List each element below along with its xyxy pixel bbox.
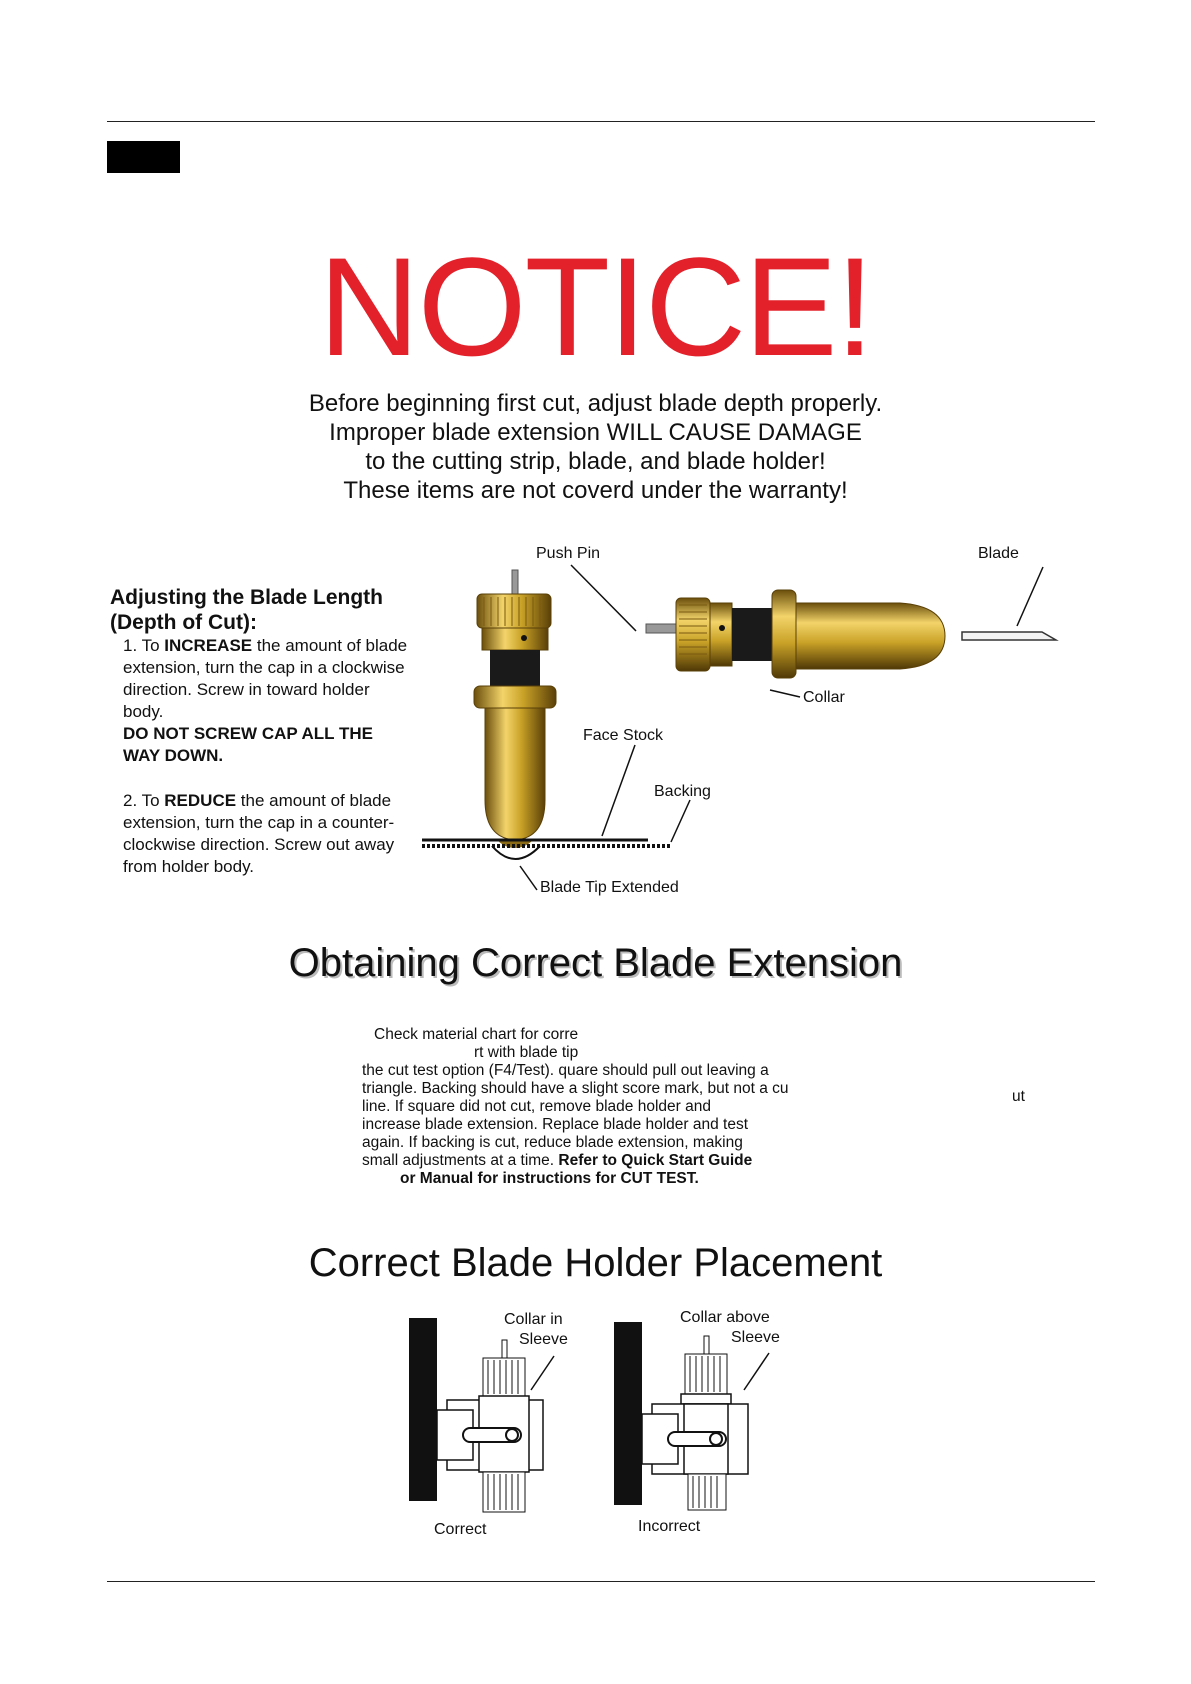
notice-line-2: Improper blade extension WILL CAUSE DAMAGE bbox=[329, 419, 862, 446]
label-backing: Backing bbox=[654, 783, 711, 800]
correct-collar-label: Collar in Sleeve bbox=[504, 1311, 568, 1348]
label-collar: Collar bbox=[803, 689, 845, 706]
adjusting-title-line-2: (Depth of Cut): bbox=[110, 611, 257, 634]
increase-keyword: INCREASE bbox=[164, 636, 253, 655]
correct-caption: Correct bbox=[434, 1521, 487, 1538]
obtaining-line-3: the cut test option (F4/Test). quare should pull out leaving a bbox=[362, 1062, 769, 1079]
incorrect-caption: Incorrect bbox=[638, 1518, 701, 1535]
label-face-stock: Face Stock bbox=[583, 727, 664, 744]
obtaining-line-5: line. If square did not cut, remove blade holder and bbox=[362, 1098, 711, 1115]
reduce-keyword: REDUCE bbox=[164, 791, 237, 810]
label-push-pin: Push Pin bbox=[536, 545, 601, 562]
notice-line-1: Before beginning first cut, adjust blade depth properly. bbox=[308, 390, 883, 417]
obtaining-line-2: rt with blade tip bbox=[474, 1044, 579, 1061]
notice-line-4: These items are not coverd under the warranty! bbox=[343, 477, 848, 504]
obtaining-heading: Obtaining Correct Blade Extension bbox=[288, 941, 903, 985]
step-1-warning: DO NOT SCREW CAP ALL THE WAY DOWN. bbox=[123, 724, 373, 765]
obtaining-fragment-right: ut bbox=[1012, 1088, 1025, 1105]
label-blade: Blade bbox=[978, 545, 1019, 562]
step-2-instruction: 2. To REDUCE the amount of blade extension, turn the cap in a counter-clockwise direction. Screw out away from holder body. bbox=[123, 791, 395, 876]
adjusting-title-line-1: Adjusting the Blade Length bbox=[110, 586, 383, 609]
obtaining-line-9: or Manual for instructions for CUT TEST. bbox=[400, 1170, 699, 1187]
incorrect-collar-label: Collar above Sleeve bbox=[680, 1309, 780, 1346]
obtaining-line-7: again. If backing is cut, reduce blade extension, making bbox=[362, 1134, 743, 1151]
obtaining-line-4: triangle. Backing should have a slight score mark, but not a cu bbox=[362, 1080, 789, 1097]
obtaining-line-6: increase blade extension. Replace blade holder and test bbox=[362, 1116, 749, 1133]
obtaining-line-8: small adjustments at a time. Refer to Quick Start Guide bbox=[362, 1152, 753, 1169]
incorrect-placement-diagram bbox=[614, 1322, 769, 1510]
obtaining-line-1: Check material chart for corre bbox=[374, 1026, 579, 1043]
step-1-instruction: 1. To INCREASE the amount of blade extension, turn the cap in a clockwise direction. Screw in toward holder body. DO NOT SCREW CAP ALL THE WAY DOWN. bbox=[123, 635, 413, 767]
notice-line-3: to the cutting strip, blade, and blade holder! bbox=[365, 448, 826, 475]
notice-title: NOTICE! bbox=[318, 228, 873, 385]
label-blade-tip-extended: Blade Tip Extended bbox=[540, 879, 679, 896]
placement-heading: Correct Blade Holder Placement bbox=[308, 1241, 883, 1285]
